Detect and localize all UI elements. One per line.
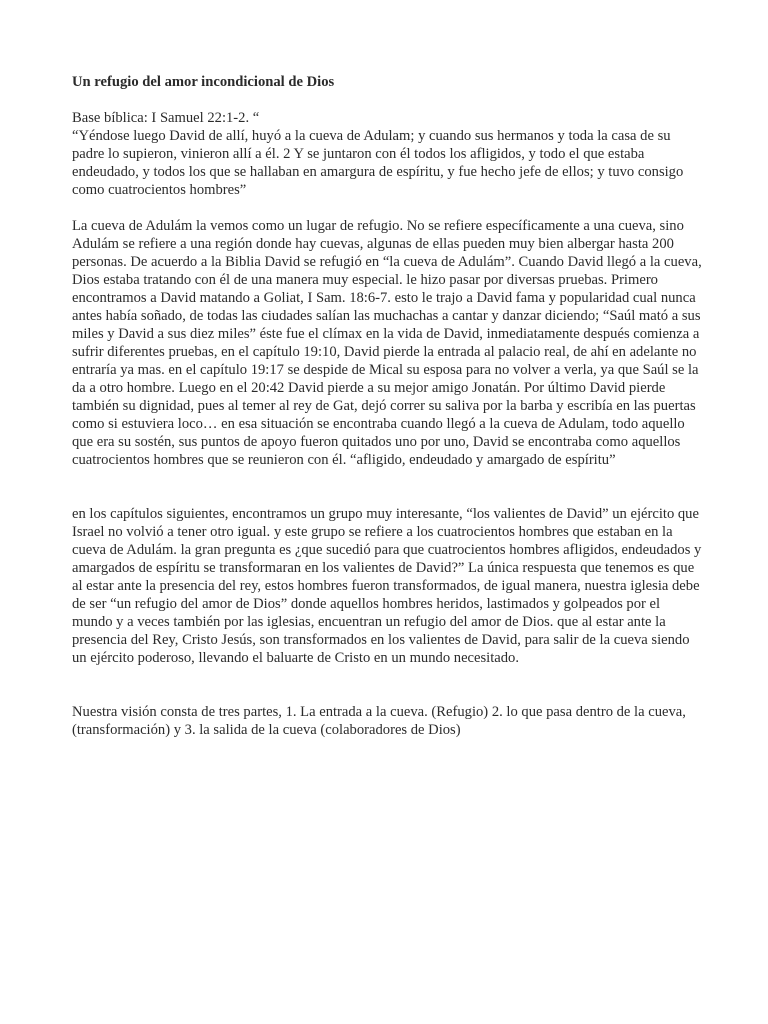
base-biblica-label: Base bíblica: I Samuel 22:1-2. “ — [72, 110, 260, 126]
paragraph-spacer — [72, 667, 702, 703]
scripture-quote: “Yéndose luego David de allí, huyó a la cueva de Adulam; y cuando sus hermanos y toda la casa de su padre lo supieron, vinieron allí a él. 2 Y se juntaron con él todos los afligidos, y todo el que estaba endeudado, y todos los que se hallaban en amargura de espíritu, y fue hecho jefe de ellos; y tuvo consigo como cuatrocientos hombres” — [72, 128, 684, 198]
paragraph-spacer — [72, 199, 702, 217]
paragraph-spacer — [72, 469, 702, 505]
document-title: Un refugio del amor incondicional de Dios — [72, 74, 335, 90]
paragraph-vision: Nuestra visión consta de tres partes, 1. La entrada a la cueva. (Refugio) 2. lo que pasa dentro de la cueva, (transformación) y 3. la salida de la cueva (colaboradores de Dios) — [72, 704, 686, 738]
paragraph-valientes: en los capítulos siguientes, encontramos un grupo muy interesante, “los valientes de David” un ejército que Israel no volvió a tener otro igual. y este grupo se refiere a los cuatrocientos hombres que estaban en la cueva de Adulám. la gran pregunta es ¿que sucedió para que cuatrocientos hombres afligidos, endeudados y amargados de espíritu se transformaran en los valientes de David?” La única respuesta que tenemos es que al estar ante la presencia del rey, estos hombres fueron transformados, de igual manera, nuestra iglesia debe de ser “un refugio del amor de Dios” donde aquellos hombres heridos, lastimados y golpeados por el mundo y a veces también por las iglesias, encuentran un refugio del amor de Dios. que al estar ante la presencia del Rey, Cristo Jesús, son transformados en los valientes de David, para salir de la cueva siendo un ejército poderoso, llevando el baluarte de Cristo en un mundo necesitado. — [72, 506, 702, 666]
paragraph-cueva-adulam: La cueva de Adulám la vemos como un lugar de refugio. No se refiere específicamente a una cueva, sino Adulám se refiere a una región donde hay cuevas, algunas de ellas pueden muy bien albergar hasta 200 personas. De acuerdo a la Biblia David se refugió en “la cueva de Adulám”. Cuando David llegó a la cueva, Dios estaba tratando con él de una manera muy especial. le hizo pasar por diversas pruebas. Primero encontramos a David matando a Goliat, I Sam. 18:6-7. esto le trajo a David fama y popularidad cual nunca antes había soñado, de todas las ciudades salían las muchachas a cantar y danzar diciendo; “Saúl mató a sus miles y David a sus diez miles” éste fue el clímax en la vida de David, inmediatamente después comienza a sufrir diferentes pruebas, en el capítulo 19:10, David pierde la entrada al palacio real, de ahí en adelante no entraría ya mas. en el capítulo 19:17 se despide de Mical su esposa para no volver a verla, ya que Saúl se la da a otro hombre. Luego en el 20:42 David pierde a su mejor amigo Jonatán. Por último David pierde también su dignidad, pues al temer al rey de Gat, dejó correr su saliva por la barba y escribía en las puertas como si estuviera loco… en esa situación se encontraba cuando llegó a la cueva de Adulam, todo aquello que era su sostén, sus puntos de apoyo fueron quitados uno por uno, David se encontraba como aquellos cuatrocientos hombres que se reunieron con él. “afligido, endeudado y amargado de espíritu” — [72, 218, 702, 468]
document-body — [72, 73, 702, 739]
